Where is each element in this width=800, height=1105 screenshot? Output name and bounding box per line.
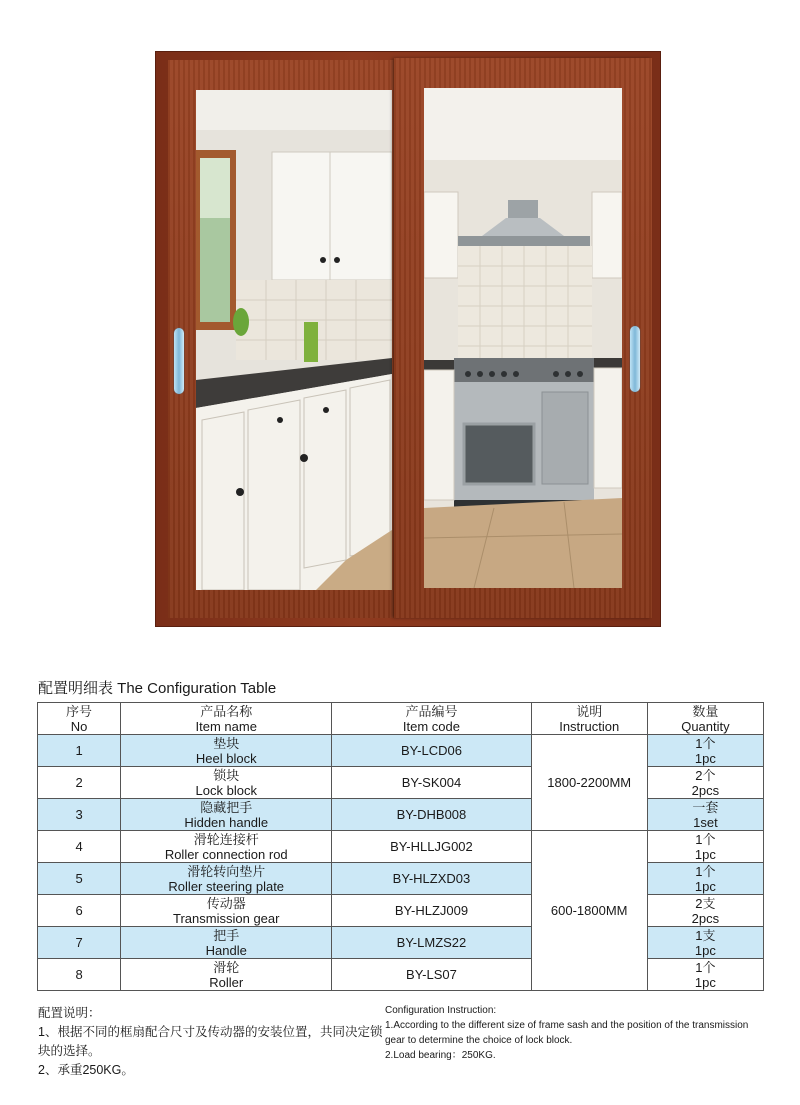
cell-item-code: BY-LCD06 bbox=[332, 735, 531, 767]
cell-item-name: 滑轮 Roller bbox=[121, 959, 332, 991]
cell-item-code: BY-HLZXD03 bbox=[332, 863, 531, 895]
notes-cn-title: 配置说明： bbox=[38, 1006, 101, 1020]
table-row bbox=[38, 799, 764, 831]
table-row bbox=[38, 895, 764, 927]
table-title: 配置明细表 The Configuration Table bbox=[38, 680, 277, 697]
door-left-glass bbox=[196, 90, 392, 590]
table-row bbox=[38, 831, 764, 863]
notes-en-title: Configuration Instruction: bbox=[385, 1005, 497, 1016]
cell-quantity: 2支 2pcs bbox=[647, 895, 763, 927]
notes-cn-line-2: 2、承重250KG。 bbox=[38, 1063, 134, 1077]
cell-quantity: 1个 1pc bbox=[647, 959, 763, 991]
cell-item-code: BY-LS07 bbox=[332, 959, 531, 991]
cell-item-name: 传动器 Transmission gear bbox=[121, 895, 332, 927]
cell-item-code: BY-DHB008 bbox=[332, 799, 531, 831]
cell-quantity: 1个 1pc bbox=[647, 735, 763, 767]
cell-item-name: 垫块 Heel block bbox=[121, 735, 332, 767]
notes-en-line-2: 2.Load bearing：250KG. bbox=[385, 1050, 496, 1061]
notes-en-line-1: 1.According to the different size of frame sash and the position of the transmission gear to determine the choice of lock block. bbox=[385, 1020, 749, 1046]
cell-instruction: 600-1800MM bbox=[531, 831, 647, 991]
cell-item-name: 滑轮转向垫片 Roller steering plate bbox=[121, 863, 332, 895]
cell-no: 8 bbox=[38, 959, 121, 991]
cell-item-name: 滑轮连接杆 Roller connection rod bbox=[121, 831, 332, 863]
header-quantity: 数量 Quantity bbox=[647, 703, 763, 735]
header-item-code: 产品编号 Item code bbox=[332, 703, 531, 735]
kitchen-scene-left bbox=[196, 90, 392, 590]
header-item-name: 产品名称 Item name bbox=[121, 703, 332, 735]
table-row bbox=[38, 959, 764, 991]
cell-item-name: 锁块 Lock block bbox=[121, 767, 332, 799]
table-header-row bbox=[38, 703, 764, 735]
cell-no: 5 bbox=[38, 863, 121, 895]
door-right-sash bbox=[394, 58, 652, 618]
cell-quantity: 2个 2pcs bbox=[647, 767, 763, 799]
cell-item-name: 把手 Handle bbox=[121, 927, 332, 959]
cell-quantity: 1个 1pc bbox=[647, 863, 763, 895]
cell-item-code: BY-LMZS22 bbox=[332, 927, 531, 959]
cell-no: 7 bbox=[38, 927, 121, 959]
cell-item-code: BY-HLLJG002 bbox=[332, 831, 531, 863]
cell-item-code: BY-SK004 bbox=[332, 767, 531, 799]
table-row bbox=[38, 863, 764, 895]
header-instruction: 说明 Instruction bbox=[531, 703, 647, 735]
sliding-door-image bbox=[156, 52, 660, 626]
left-door-handle bbox=[174, 328, 184, 394]
cell-instruction: 1800-2200MM bbox=[531, 735, 647, 831]
configuration-table bbox=[37, 702, 764, 991]
cell-no: 1 bbox=[38, 735, 121, 767]
cell-quantity: 1个 1pc bbox=[647, 831, 763, 863]
notes-cn-line-1: 1、根据不同的框扇配合尺寸及传动器的安装位置，共同决定锁块的选择。 bbox=[38, 1025, 383, 1058]
configuration-notes-english bbox=[385, 1003, 770, 1063]
table-row bbox=[38, 767, 764, 799]
door-left-sash bbox=[168, 60, 404, 618]
cell-quantity: 1支 1pc bbox=[647, 927, 763, 959]
configuration-notes-chinese bbox=[38, 1004, 383, 1080]
door-right-glass bbox=[424, 88, 622, 588]
cell-no: 2 bbox=[38, 767, 121, 799]
cell-item-name: 隐藏把手 Hidden handle bbox=[121, 799, 332, 831]
cell-no: 6 bbox=[38, 895, 121, 927]
cell-no: 4 bbox=[38, 831, 121, 863]
right-door-handle bbox=[630, 326, 640, 392]
cell-quantity: 一套 1set bbox=[647, 799, 763, 831]
cell-item-code: BY-HLZJ009 bbox=[332, 895, 531, 927]
table-row bbox=[38, 735, 764, 767]
header-no: 序号 No bbox=[38, 703, 121, 735]
cell-no: 3 bbox=[38, 799, 121, 831]
table-row bbox=[38, 927, 764, 959]
kitchen-scene-right bbox=[424, 88, 622, 588]
